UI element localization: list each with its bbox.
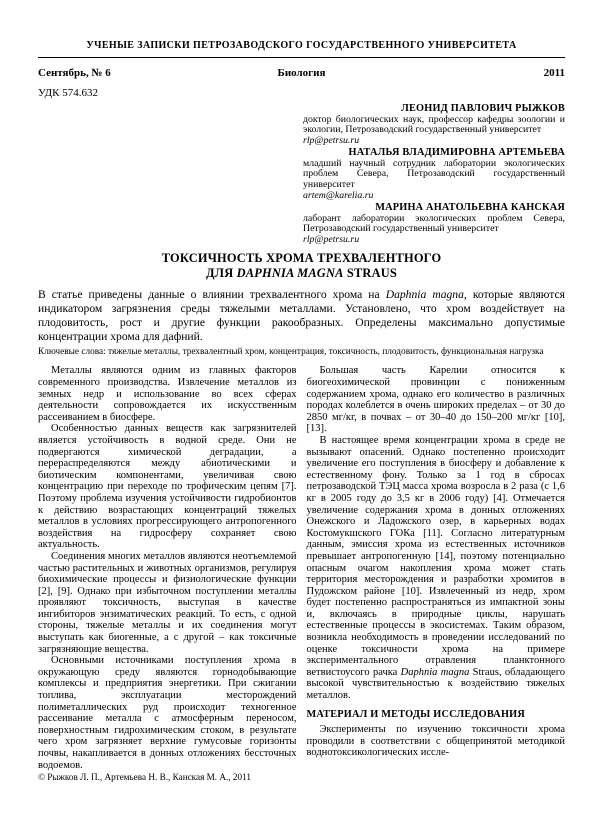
article-title-line2 — [38, 266, 565, 281]
author-name: ЛЕОНИД ПАВЛОВИЧ РЫЖКОВ — [401, 103, 565, 114]
article-title-line2-species: DAPHNIA MAGNA — [236, 266, 344, 281]
article-title-line1: ТОКСИЧНОСТЬ ХРОМА ТРЕХВАЛЕНТНОГО — [161, 251, 442, 266]
issue-row — [38, 67, 565, 80]
author-affiliation: младший научный сотрудник лаборатории экологических проблем Севера, Петрозаводский государственный университет — [303, 157, 565, 190]
author-name: МАРИНА АНАТОЛЬЕВНА КАНСКАЯ — [375, 202, 565, 214]
header-divider — [38, 57, 565, 58]
abstract-text — [38, 288, 565, 343]
author-entry — [303, 147, 565, 201]
body-paragraph: Металлы являются одним из главных факторов современного производства. Извлечение металлов из земных недр и использование во всех сферах деятельности сопровождается их искусственным рассеиванием в биосфере. — [38, 365, 297, 423]
body-paragraph-species: Daphnia magna — [400, 666, 470, 678]
author-affiliation: доктор биологических наук, профессор кафедры зоологии и экологии, Петрозаводский государственный университет — [303, 113, 565, 136]
article-title-line2-pre: ДЛЯ — [206, 266, 237, 281]
body-paragraph: Соединения многих металлов являются неотъемлемой частью растительных и животных организмов, регулируя биохимические процессы и физиологические функции [2], [9]. Однако при избыточном поступлении металлы проявляют токсичность, выступая в качестве ингибиторов энзиматических реакций. То есть, с одной стороны, тяжелые металлы и их соединения могут выступать как биогенные, а с другой – как токсичные загрязняющие вещества. — [38, 550, 297, 655]
author-entry — [303, 202, 565, 245]
author-email: rlp@petrsu.ru — [303, 134, 360, 146]
author-entry — [303, 103, 565, 146]
author-affiliation: лаборант лаборатории экологических проблем Севера, Петрозаводский государственный университет — [303, 212, 565, 235]
body-paragraph: Особенностью данных веществ как загрязнителей является устойчивость в водной среде. Они не подвергаются химической деградации, а перераспределяются между абиотическими и биотическим компонентами, увеличивая свою концентрацию при переходе по трофическим цепям [7]. Поэтому проблема изучения устойчивости гидробионтов к действию возрастающих концентраций тяжелых металлов в условиях прогрессирующего антропогенного воздействия на гидросферу сохраняет свою актуальность. — [38, 423, 297, 551]
issue-month: Сентябрь, № 6 — [38, 67, 111, 79]
section-heading-methods: МАТЕРИАЛ И МЕТОДЫ ИССЛЕДОВАНИЯ — [306, 708, 526, 720]
author-name: НАТАЛЬЯ ВЛАДИМИРОВНА АРТЕМЬЕВА — [348, 147, 565, 159]
article-title-line2-post: STRAUS — [343, 266, 397, 281]
body-paragraph-pre: В настоящее время концентрации хрома в среде не вызывают опасений. Однако постепенно происходит увеличение его поступления в биосферу и добавление к естественному фону. Только за 1 год в сбросах петрозаводской ТЭЦ масса хрома возросла в 2 раза (с 1,6 кг в 2005 году до 3,5 кг в 2006 году) [4]. Отмечается увеличение содержания хрома в донных отложениях Онежского и Ладожского озер, в карьерных водах Костомукшского ГОКа [11]. Согласно литературным данным, эмиссия хрома из естественных источников превышает антропогенную [14], поэтому потенциально опасным очагом накопления хрома может стать территория месторождения и разработки хромитов в Пудожском районе [10]. Извлеченный из недр, хром будет постепенно распространяться из импактной зоны и, включаясь в природные циклы, нарушать естественные процессы в экосистемах. Таким образом, возникла необходимость в проведении исследований по оценке токсичности хрома на примере экспериментального отравления планктонного ветвистоусого рачка — [306, 434, 565, 678]
issue-section: Биология — [277, 67, 326, 79]
body-paragraph: Основными источниками поступления хрома в окружающую среду являются горнодобывающие комплексы и предприятия энергетики. При сжигании топлива, эксплуатации месторождений полиметаллических руд происходит техногенное рассеивание металла с атмосферным переносом, поверхностным гидрохимическим стоком, в результате чего хром загрязняет верхние гумусовые горизонты почвы, накапливается в донных отложениях бессточных водоемов. — [38, 655, 297, 771]
body-paragraph — [307, 435, 566, 702]
abstract-post: , которые являются индикатором загрязнения среды тяжелыми металлами. Установлено, что хром воздействует на плодовитость, рост и другие функции ракообразных. Определены максимально допустимые концентрации хрома для дафний. — [38, 288, 565, 343]
body-paragraph: Эксперименты по изучению токсичности хрома проводили в соответствии с общепринятой методикой воднотоксикологических иссле- — [306, 724, 565, 759]
right-column — [307, 365, 566, 783]
left-column — [38, 365, 297, 783]
authors-block — [303, 103, 565, 245]
author-email: artem@karelia.ru — [303, 189, 374, 201]
body-paragraph-post: Straus, обладающего высокой чувствительностью к воздействию тяжелых металлов. — [306, 666, 565, 702]
abstract-species: Daphnia magna — [385, 288, 464, 302]
issue-year: 2011 — [543, 67, 566, 79]
udk-code: УДК 574.632 — [38, 87, 99, 99]
author-email: rlp@petrsu.ru — [303, 233, 360, 245]
keywords-line: Ключевые слова: тяжелые металлы, трехвалентный хром, концентрация, токсичность, плодовитость, функциональная нагрузка — [38, 346, 544, 357]
article-title — [38, 251, 565, 281]
abstract-pre: В статье приведены данные о влиянии трехвалентного хрома на — [38, 288, 386, 302]
journal-title: УЧЕНЫЕ ЗАПИСКИ ПЕТРОЗАВОДСКОГО ГОСУДАРСТВЕННОГО УНИВЕРСИТЕТА — [86, 40, 517, 51]
body-columns — [38, 365, 565, 783]
copyright-note: © Рыжков Л. П., Артемьева Н. В., Канская М. А., 2011 — [38, 772, 251, 783]
body-paragraph: Большая часть Карелии относится к биогеохимической провинции с пониженным содержанием хрома, однако его количество в различных породах колеблется в очень широких пределах – от 30 до 2850 мг/кг, в почвах – от 30–40 до 150–200 мг/кг [10], [13]. — [306, 365, 565, 435]
